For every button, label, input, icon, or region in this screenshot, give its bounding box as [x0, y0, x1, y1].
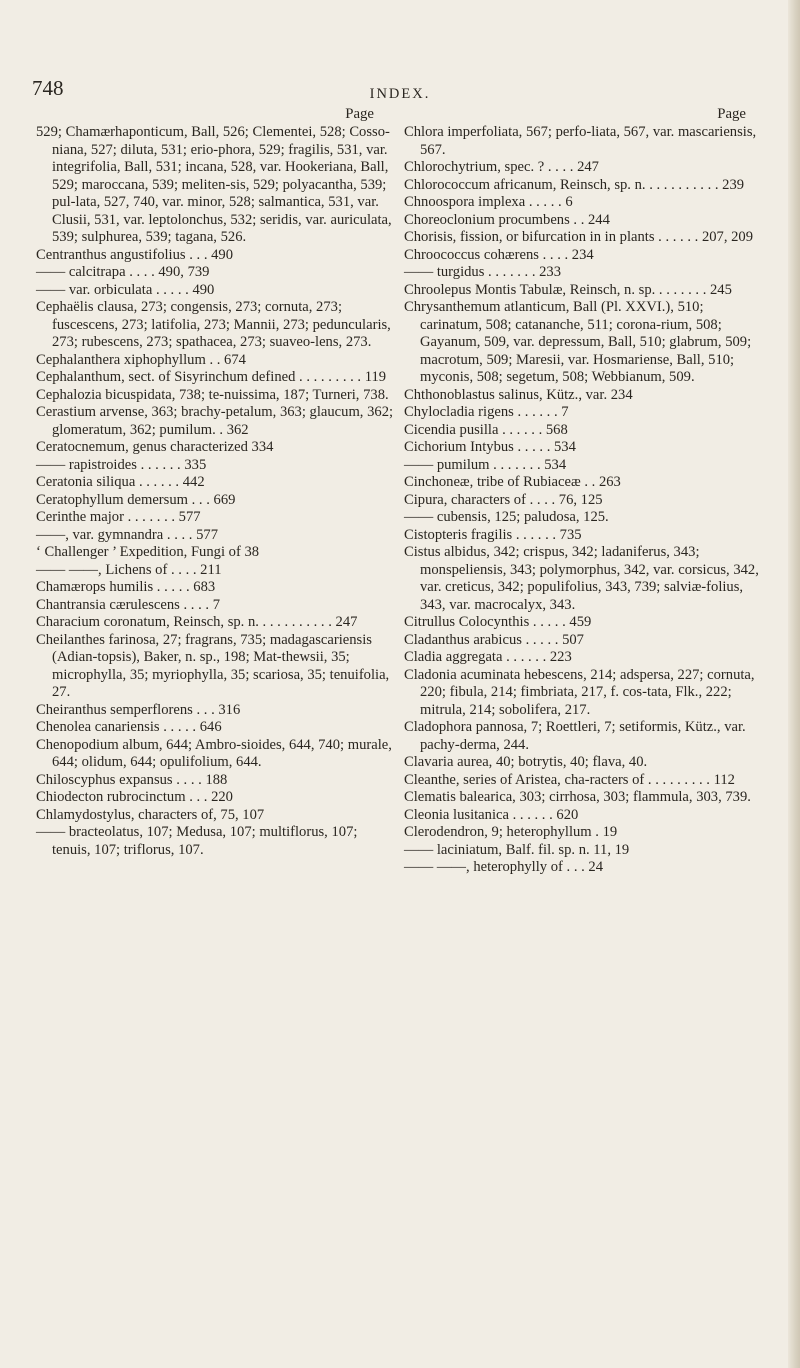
index-entry: Chroolepus Montis Tabulæ, Reinsch, n. sp. . . . . . . . 245 [404, 281, 732, 298]
index-entry: —— var. orbiculata . . . . . 490 [36, 281, 215, 298]
index-entry: Chthonoblastus salinus, Kütz., var. 234 [404, 386, 633, 403]
index-entry: Cladanthus arabicus . . . . . 507 [404, 631, 584, 648]
index-entry: Clerodendron, 9; heterophyllum . 19 [404, 824, 618, 840]
page-edge [788, 0, 800, 1368]
index-entry: —— laciniatum, Balf. fil. sp. n. 11, 19 [404, 841, 630, 858]
index-entry: Chamærops humilis . . . . . 683 [36, 579, 216, 595]
index-entry: —— calcitrapa . . . . 490, 739 [36, 264, 210, 280]
index-entry: Chantransia cærulescens . . . . 7 [36, 596, 220, 613]
index-entry: Cephalozia bicuspidata, 738; te-nuissima, 187; Turneri, 738. [36, 386, 389, 403]
page-column-label: Page [717, 106, 746, 122]
index-entry: —— turgidus . . . . . . . 233 [404, 264, 562, 280]
index-entry: Cinchoneæ, tribe of Rubiaceæ . . 263 [404, 474, 621, 490]
index-entry: Chlorococcum africanum, Reinsch, sp. n. . . . . . . . . . . 239 [404, 176, 745, 193]
index-entry: Chiloscyphus expansus . . . . 188 [36, 771, 228, 788]
index-entry: Ceratocnemum, genus characterized 334 [36, 439, 274, 455]
index-entry: —— cubensis, 125; paludosa, 125. [404, 509, 609, 525]
index-entry: ‘ Challenger ’ Expedition, Fungi of 38 [36, 544, 260, 560]
index-entry: —— ——, heterophylly of . . . 24 [404, 859, 604, 875]
index-entry: Cladia aggregata . . . . . . 223 [404, 649, 572, 665]
index-entry: Cerastium arvense, 363; brachy-petalum, 363; glaucum, 362; glomeratum, 362; pumilum. . 362 [36, 404, 394, 438]
index-entry: Chlamydostylus, characters of, 75, 107 [36, 806, 265, 823]
index-entry: Chiodecton rubrocinctum . . . 220 [36, 789, 233, 805]
index-entry: Ceratonia siliqua . . . . . . 442 [36, 474, 205, 490]
page-number: 748 [32, 76, 64, 100]
index-entry: Centranthus angustifolius . . . 490 [36, 246, 234, 263]
index-entry: Cleanthe, series of Aristea, cha-racters of . . . . . . . . . 112 [404, 771, 735, 788]
index-entry: Chenolea canariensis . . . . . 646 [36, 719, 222, 735]
index-entry: —— rapistroides . . . . . . 335 [36, 456, 207, 473]
page-column-label: Page [345, 106, 374, 122]
index-entry: Cheilanthes farinosa, 27; fragrans, 735; madagascariensis (Adian-topsis), Baker, n. sp., 198; Mat-thewsii, 35; microphylla, 35; myriophylla, 35; scariosa, 35; tenuifolia, 27. [36, 631, 390, 700]
index-entry: Chroococcus cohærens . . . . 234 [404, 246, 594, 263]
index-entry: Cladophora pannosa, 7; Roettleri, 7; setiformis, Kütz., var. pachy-derma, 244. [404, 719, 746, 753]
index-entry: Clematis balearica, 303; cirrhosa, 303; flammula, 303, 739. [404, 789, 751, 805]
index-entry: Chlora imperfoliata, 567; perfo-liata, 567, var. mascariensis, 567. [404, 124, 757, 158]
index-entry: Cerinthe major . . . . . . . 577 [36, 509, 201, 525]
index-entry: Cephaëlis clausa, 273; congensis, 273; cornuta, 273; fuscescens, 273; latifolia, 273; Mannii, 273; peduncularis, 273; rubescens, 273; spathacea, 273; suaveo-lens, 273. [36, 299, 391, 350]
index-entry: Chorisis, fission, or bifurcation in in plants . . . . . . 207, 209 [404, 229, 754, 245]
index-entry: Cistus albidus, 342; crispus, 342; ladaniferus, 343; monspeliensis, 343; polymorphus, 342, var. corsicus, 342, var. creticus, 342; populifolius, 343, 739; salviæ-folius, 343, var. macrocalyx, 343. [404, 544, 759, 613]
index-entry: —— bracteolatus, 107; Medusa, 107; multiflorus, 107; tenuis, 107; triflorus, 107. [36, 824, 358, 858]
index-entry: Choreoclonium procumbens . . 244 [404, 211, 610, 228]
index-entry: —— ——, Lichens of . . . . 211 [36, 561, 222, 578]
index-entry: Chrysanthemum atlanticum, Ball (Pl. XXVI.), 510; carinatum, 508; catananche, 511; corona-rium, 508; Gayanum, 509, var. depressum, Ball, 510; glabrum, 509; macrotum, 509; Maresii, var. Hosmariense, Ball, 510; myconis, 508; segetum, 508; Webbianum, 509. [404, 299, 752, 385]
index-entry: 529; Chamærhaponticum, Ball, 526; Clementei, 528; Cosso-niana, 527; diluta, 531; erio-phora, 529; fragilis, 531, var. integrifolia, Ball, 531; incana, 528, var. Hookeriana, Ball, 529; maroccana, 539; meliten-sis, 529; polyacantha, 539; pul-lata, 527, 740, var. minor, 528; salmantica, 531, var. Clusii, 531, var. leptolonchus, 532; seridis, var. auriculata, 539; sulphurea, 539; tagana, 526. [36, 124, 392, 245]
index-entry: Chenopodium album, 644; Ambro-sioides, 644, 740; murale, 644; olidum, 644; opulifolium, 644. [36, 736, 392, 770]
index-entry: Cleonia lusitanica . . . . . . 620 [404, 806, 579, 823]
index-column-left [36, 106, 394, 859]
running-head: INDEX. [369, 86, 431, 102]
index-entry: Cistopteris fragilis . . . . . . 735 [404, 526, 582, 543]
index-entry: Chnoospora implexa . . . . . 6 [404, 194, 573, 210]
index-entry: Citrullus Colocynthis . . . . . 459 [404, 614, 592, 630]
index-entry: Characium coronatum, Reinsch, sp. n. . . . . . . . . . . 247 [36, 614, 358, 630]
index-entry: Cephalanthum, sect. of Sisyrinchum defined . . . . . . . . . 119 [36, 369, 387, 385]
index-entry: Cichorium Intybus . . . . . 534 [404, 439, 576, 455]
index-entry: Chylocladia rigens . . . . . . 7 [404, 404, 569, 420]
index-entry: Cheiranthus semperflorens . . . 316 [36, 701, 241, 718]
index-entry: Cladonia acuminata hebescens, 214; adspersa, 227; cornuta, 220; fibula, 214; fimbriata, 217, f. cos-tata, Flk., 222; mitrula, 214; sobolifera, 217. [404, 666, 755, 718]
index-entry: Cipura, characters of . . . . 76, 125 [404, 491, 603, 508]
index-entry: —— pumilum . . . . . . . 534 [404, 456, 567, 473]
index-column-right [404, 106, 766, 877]
index-entry: Cicendia pusilla . . . . . . 568 [404, 421, 568, 438]
index-entry: Clavaria aurea, 40; botrytis, 40; flava, 40. [404, 754, 648, 770]
index-entry: Cephalanthera xiphophyllum . . 674 [36, 351, 246, 368]
index-entry: Chlorochytrium, spec. ? . . . . 247 [404, 159, 599, 175]
index-entry: ——, var. gymnandra . . . . 577 [36, 526, 218, 543]
index-entry: Ceratophyllum demersum . . . 669 [36, 491, 236, 508]
